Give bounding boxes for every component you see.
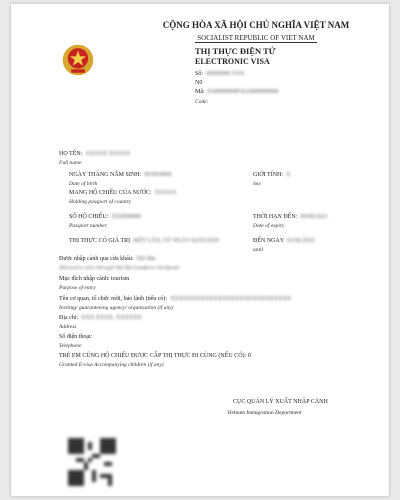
children-label-en: Granted E-visa Accompanying children (if any) bbox=[59, 362, 164, 368]
visa-number-label-en: N0 bbox=[195, 80, 203, 86]
sex-label-en: Sex bbox=[253, 181, 261, 187]
address-label: Địa chỉ: XXX XXXX, XXXXXX bbox=[59, 315, 143, 321]
address-label-en: Address bbox=[59, 324, 77, 330]
passport-number-label: SỐ HỘ CHIẾU: XX0000000 bbox=[69, 214, 142, 220]
passport-number-label-en: Passport number bbox=[69, 223, 107, 229]
entry-checkpoint-label: Được nhập cảnh qua cửa khẩu: Nội Bài bbox=[59, 256, 156, 262]
visa-title-en: ELECTRONIC VISA bbox=[195, 57, 270, 66]
passport-country-label-en: Holding passport of country bbox=[69, 199, 132, 205]
visa-code-label: Mã: E00000000POLEB00000000 bbox=[195, 89, 279, 95]
validity-end-label: ĐẾN NGÀY 01/06/2019 bbox=[253, 238, 315, 244]
visa-title: THỊ THỰC ĐIỆN TỬ bbox=[195, 46, 276, 56]
qr-code-icon bbox=[68, 438, 116, 486]
sex-label: GIỚI TÍNH: X bbox=[253, 172, 291, 178]
organization-label-en: Inviting/ guaranteeing agency/ organization (if any) bbox=[59, 305, 174, 311]
purpose-label-en: Purpose of entry bbox=[59, 285, 96, 291]
validity-end-label-en: until bbox=[253, 247, 264, 253]
visa-code-label-en: Code: bbox=[195, 99, 209, 105]
purpose-label: Mục đích nhập cảnh: tourism bbox=[59, 276, 130, 282]
phone-label-en: Telephone bbox=[59, 343, 82, 349]
department-name-en: Vietnam Immigration Department bbox=[227, 410, 302, 416]
dob-label-en: Date of birth bbox=[69, 181, 98, 187]
passport-country-label: MANG HỘ CHIẾU CỦA NƯỚC: XXXXX bbox=[69, 190, 177, 196]
expiry-label-en: Date of expiry bbox=[253, 223, 285, 229]
dob-label: NGÀY THÁNG NĂM SINH: 00/00/0000 bbox=[69, 172, 172, 178]
name-label-en: Full name bbox=[59, 160, 82, 166]
visa-document bbox=[11, 4, 389, 496]
organization-label: Tên cơ quan, tổ chức mời, bảo lãnh (nếu có): XXXXXXXXXXXXXXXXXXXXXXXXXXXX bbox=[59, 296, 292, 302]
visa-number-label: Số: 00000000 XXX bbox=[195, 71, 245, 77]
entry-checkpoint-label-en: Allowed to entry through Nội Bài Landport checkpoint bbox=[59, 265, 180, 271]
phone-label: Số điện thoại: bbox=[59, 334, 93, 340]
department-name: CỤC QUẢN LÝ XUẤT NHẬP CẢNH bbox=[233, 399, 328, 405]
expiry-label: THỜI HẠN ĐẾN: 00/00/2021 bbox=[253, 214, 328, 220]
country-title: CỘNG HÒA XÃ HỘI CHỦ NGHĨA VIỆT NAM bbox=[162, 20, 350, 30]
national-emblem-icon bbox=[61, 43, 95, 77]
children-label: TRẺ EM CÙNG HỘ CHIẾU ĐƯỢC CẤP THỊ THỰC ĐI CÙNG (NẾU CÓ): 0 bbox=[59, 353, 251, 359]
validity-label: THỊ THỰC CÓ GIÁ TRỊ MỘT LẦN, TỪ NGÀY 02/03/2019 bbox=[69, 238, 219, 244]
country-subtitle: SOCIALIST REPUBLIC OF VIET NAM bbox=[197, 34, 315, 42]
name-label: HỌ TÊN: XXXXX XXXXX bbox=[59, 151, 131, 157]
